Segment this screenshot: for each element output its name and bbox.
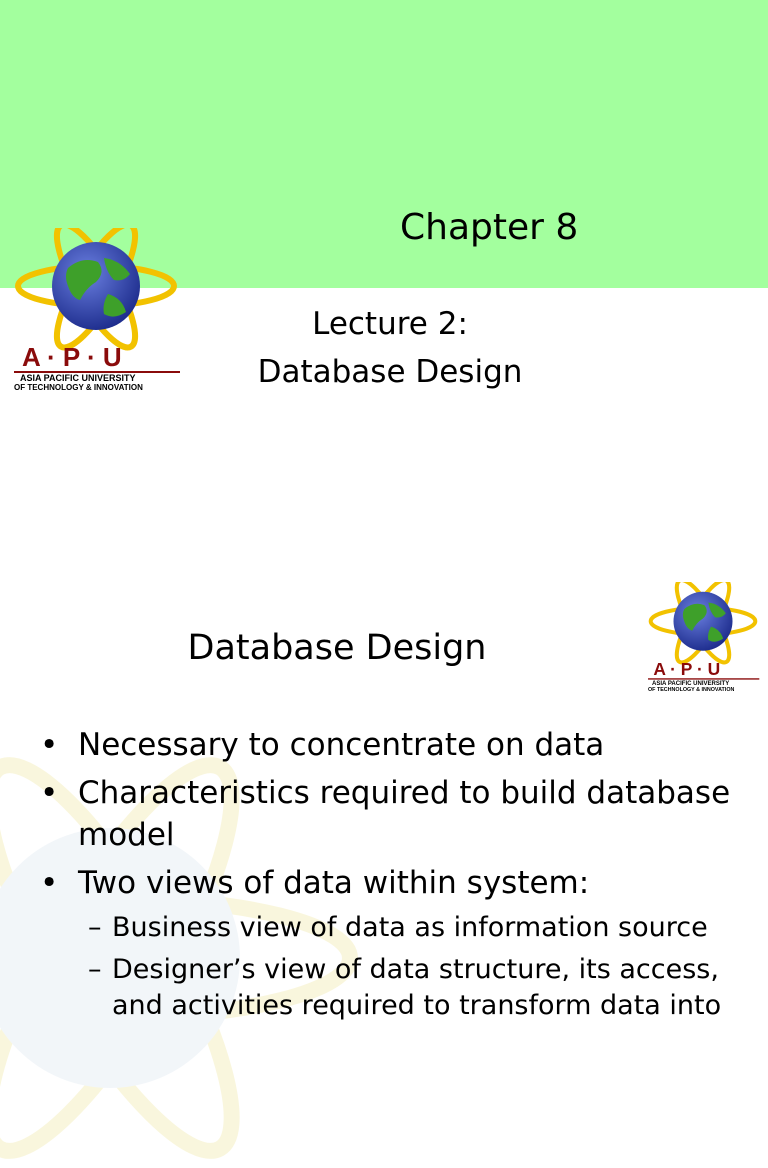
logo-small-line2: OF TECHNOLOGY & INNOVATION xyxy=(648,686,735,693)
sub-bullet-dash: – xyxy=(88,912,102,943)
sub-bullet-item xyxy=(38,910,738,946)
sub-bullet-item xyxy=(38,952,738,1024)
logo-small-line1: ASIA PACIFIC UNIVERSITY xyxy=(652,680,730,687)
chapter-title: Chapter 8 xyxy=(400,207,579,248)
bullet-list xyxy=(38,724,738,1030)
apu-logo xyxy=(8,228,184,394)
bullet-item xyxy=(38,772,738,856)
bullet-item xyxy=(38,724,738,766)
logo-line2: OF TECHNOLOGY & INNOVATION xyxy=(14,383,143,392)
bullet-text: Necessary to concentrate on data xyxy=(78,727,605,763)
sub-bullet-text: Business view of data as information source xyxy=(112,912,708,943)
bullet-text: Two views of data within system: xyxy=(78,865,590,901)
apu-logo-small xyxy=(644,582,762,694)
lecture-topic: Database Design xyxy=(257,354,523,390)
sub-bullet-dash: – xyxy=(88,954,102,985)
bullet-dot: • xyxy=(40,775,59,811)
bullet-text: Characteristics required to build database model xyxy=(78,775,731,853)
sub-bullet-text: Designer’s view of data structure, its access, and activities required to transform data into xyxy=(112,954,722,1021)
lecture-number: Lecture 2: xyxy=(312,306,468,342)
bullet-dot: • xyxy=(40,865,59,901)
logo-small-letters: A · P · U xyxy=(653,658,721,679)
bullet-item xyxy=(38,862,738,904)
logo-letters: A · P · U xyxy=(22,342,122,372)
slide-title: Database Design xyxy=(187,628,487,668)
logo-line1: ASIA PACIFIC UNIVERSITY xyxy=(20,373,136,383)
bullet-dot: • xyxy=(40,727,59,763)
